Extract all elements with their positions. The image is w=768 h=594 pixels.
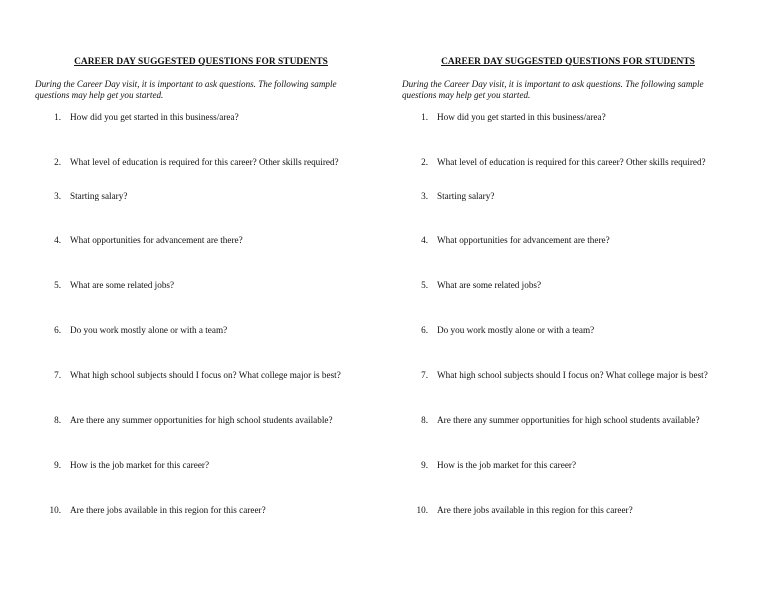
question-number: 6. [54, 325, 61, 335]
question-number: 3. [54, 191, 61, 201]
question-number: 7. [54, 370, 61, 380]
question-number: 8. [54, 415, 61, 425]
question-text: How did you get started in this business/area? [437, 112, 606, 122]
question-number: 4. [54, 235, 61, 245]
question-text: What are some related jobs? [70, 280, 175, 290]
question-text: Are there jobs available in this region for this career? [437, 505, 633, 515]
question-number: 10. [49, 505, 61, 515]
question-text: What high school subjects should I focus on? What college major is best? [437, 370, 708, 380]
question-text: How is the job market for this career? [70, 460, 210, 470]
question-text: What level of education is required for this career? Other skills required? [70, 157, 339, 167]
question-text: What high school subjects should I focus on? What college major is best? [70, 370, 341, 380]
question-text: How did you get started in this business/area? [70, 112, 239, 122]
question-number: 6. [421, 325, 428, 335]
question-number: 8. [421, 415, 428, 425]
question-text: What level of education is required for this career? Other skills required? [437, 157, 706, 167]
right-handout [402, 56, 734, 515]
question-text: What opportunities for advancement are there? [437, 235, 610, 245]
question-number: 1. [421, 112, 428, 122]
handout-title: CAREER DAY SUGGESTED QUESTIONS FOR STUDENTS [74, 57, 328, 67]
question-text: Do you work mostly alone or with a team? [437, 325, 595, 335]
question-number: 9. [54, 460, 61, 470]
question-text: Do you work mostly alone or with a team? [70, 325, 228, 335]
handout-intro: During the Career Day visit, it is important to ask questions. The following sample questions may help get you started. [35, 79, 337, 100]
question-number: 10. [416, 505, 428, 515]
question-number: 3. [421, 191, 428, 201]
question-number: 5. [421, 280, 428, 290]
handout-intro: During the Career Day visit, it is important to ask questions. The following sample questions may help get you started. [402, 79, 704, 100]
question-number: 7. [421, 370, 428, 380]
question-text: What are some related jobs? [437, 280, 542, 290]
handout-title: CAREER DAY SUGGESTED QUESTIONS FOR STUDENTS [441, 57, 695, 67]
question-text: How is the job market for this career? [437, 460, 577, 470]
question-number: 2. [421, 157, 428, 167]
question-text: Are there any summer opportunities for high school students available? [70, 415, 333, 425]
question-number: 5. [54, 280, 61, 290]
question-number: 1. [54, 112, 61, 122]
question-number: 4. [421, 235, 428, 245]
question-text: What opportunities for advancement are there? [70, 235, 243, 245]
question-number: 9. [421, 460, 428, 470]
question-text: Starting salary? [70, 191, 128, 201]
question-text: Starting salary? [437, 191, 495, 201]
question-number: 2. [54, 157, 61, 167]
question-text: Are there any summer opportunities for high school students available? [437, 415, 700, 425]
left-handout [35, 56, 367, 515]
question-text: Are there jobs available in this region for this career? [70, 505, 266, 515]
